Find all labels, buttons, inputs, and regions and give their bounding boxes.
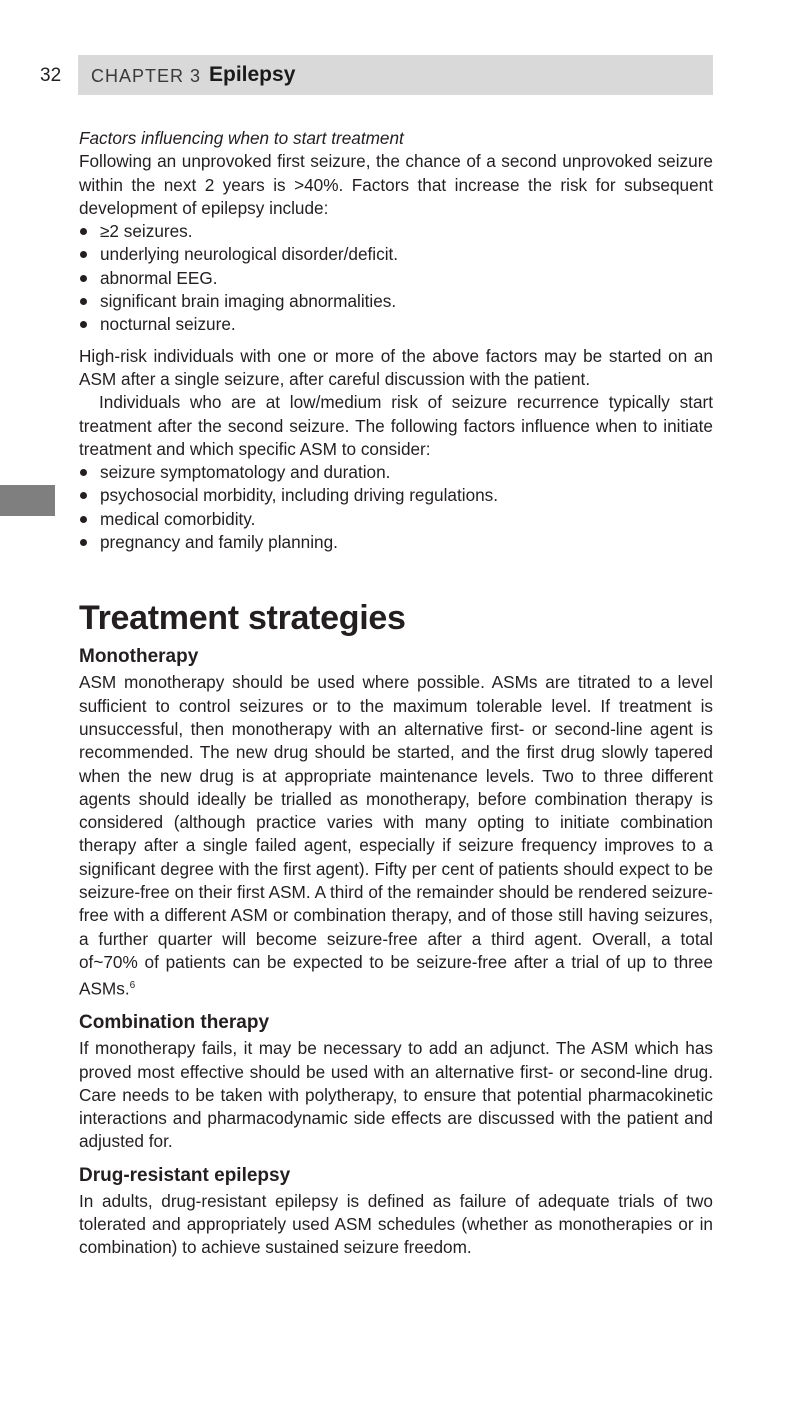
bullet-icon <box>80 251 87 258</box>
factors-intro: Following an unprovoked first seizure, the chance of a second unprovoked seizure within the next 2 years is >40%. Factors that increase the risk for subsequent development of epilepsy include: <box>79 151 713 218</box>
factors-heading: Factors influencing when to start treatment <box>79 128 404 148</box>
risk-factor-list <box>79 220 713 336</box>
bullet-icon <box>80 469 87 476</box>
list-item: ≥2 seizures. <box>79 220 713 243</box>
bullet-icon <box>80 275 87 282</box>
page-content <box>79 127 713 1260</box>
list-item: underlying neurological disorder/deficit. <box>79 243 713 266</box>
list-item: psychosocial morbidity, including driving regulations. <box>79 484 713 507</box>
running-header <box>78 55 713 95</box>
list-item: medical comorbidity. <box>79 508 713 531</box>
monotherapy-paragraph: ASM monotherapy should be used where possible. ASMs are titrated to a level sufficient to control seizures or to the maximum tolerable level. If treatment is unsuccessful, then monotherapy with an alternative first- or second-line agent is recommended. The new drug should be started, and the first drug slowly tapered when the new drug is at appropriate maintenance levels. Two to three different agents should ideally be trialled as monotherapy, before combination therapy is considered (although practice varies with many opting to initiate combination therapy after a single failed agent, especially if seizure frequency improves to a significant degree with the first agent). Fifty per cent of patients should expect to be seizure-free on their first ASM. A third of the remainder should be rendered seizure-free with a different ASM or combination therapy, and of those still having seizures, a further quarter will become seizure-free after a third agent. Overall, a total of~70% of patients can be expected to be seizure-free after a trial of up to three ASMs.$^6$ <box>79 672 713 999</box>
chapter-thumb-tab <box>0 485 55 516</box>
influence-factor-list <box>79 461 713 554</box>
list-item: significant brain imaging abnormalities. <box>79 290 713 313</box>
footnote-reference: 6 <box>129 980 136 992</box>
list-item: abnormal EEG. <box>79 267 713 290</box>
list-item: pregnancy and family planning. <box>79 531 713 554</box>
bullet-icon <box>80 228 87 235</box>
bullet-icon <box>80 492 87 499</box>
bullet-icon <box>80 516 87 523</box>
combination-heading: Combination therapy <box>79 1012 270 1034</box>
section-title: Treatment strategies <box>79 599 406 638</box>
drug-resistant-heading: Drug-resistant epilepsy <box>79 1164 291 1186</box>
bullet-icon <box>80 321 87 328</box>
bullet-icon <box>80 298 87 305</box>
chapter-title: Epilepsy <box>209 63 296 86</box>
list-item: nocturnal seizure. <box>79 313 713 336</box>
combination-paragraph: If monotherapy fails, it may be necessary to add an adjunct. The ASM which has proved most effective should be used with an alternative first- or second-line drug. Care needs to be taken with polytherapy, to ensure that potential pharmacokinetic interactions and pharmacodynamic side effects are discussed with the patient and adjusted for. <box>79 1038 713 1152</box>
chapter-label: CHAPTER 3 <box>91 66 202 86</box>
monotherapy-heading: Monotherapy <box>79 646 199 668</box>
high-risk-paragraph: High-risk individuals with one or more of the above factors may be started on an ASM after a single seizure, after careful discussion with the patient. <box>79 345 713 389</box>
bullet-icon <box>80 539 87 546</box>
list-item: seizure symptomatology and duration. <box>79 461 713 484</box>
page-number: 32 <box>40 65 62 86</box>
drug-resistant-paragraph: In adults, drug-resistant epilepsy is defined as failure of adequate trials of two tolerated and appropriately used ASM schedules (whether as monotherapies or in combination) to achieve sustained seizure freedom. <box>79 1190 713 1258</box>
low-risk-paragraph: Individuals who are at low/medium risk of seizure recurrence typically start treatment after the second seizure. The following factors influence when to initiate treatment and which specific ASM to consider: <box>79 392 713 459</box>
